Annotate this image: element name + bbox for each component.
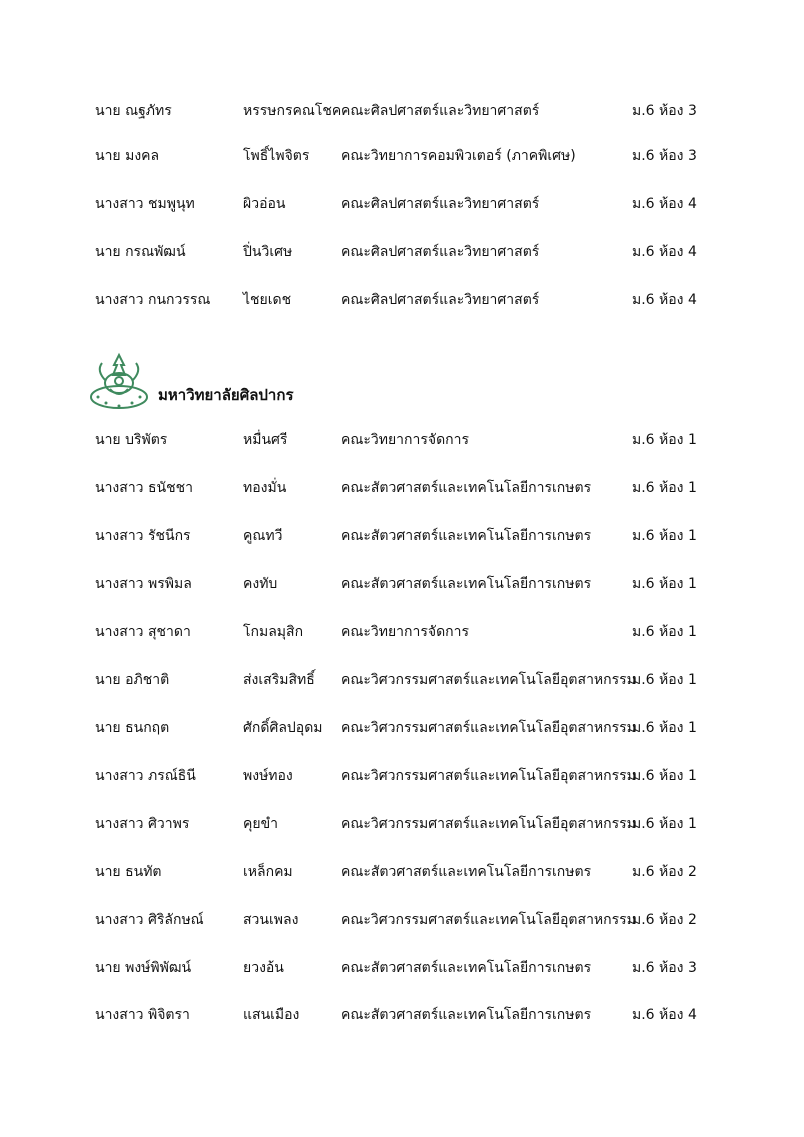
faculty: คณะศิลปศาสตร์และวิทยาศาสตร์ [341, 196, 540, 212]
student-surname: ผิวอ่อน [243, 196, 286, 212]
class-room: ม.6 ห้อง 2 [632, 912, 697, 928]
student-name: นางสาว สุชาดา [95, 624, 191, 640]
student-surname: โพธิ์ไพจิตร [243, 148, 310, 164]
list-item [0, 476, 804, 500]
student-name: นาย ณฐภัทร [95, 103, 172, 119]
student-name: นางสาว ธนัชชา [95, 480, 193, 496]
list-item [0, 240, 804, 264]
list-item [0, 620, 804, 644]
student-name: นาย มงคล [95, 148, 160, 164]
student-name: นาย บริพัตร [95, 432, 168, 448]
list-item [0, 812, 804, 836]
faculty: คณะสัตวศาสตร์และเทคโนโลยีการเกษตร [341, 480, 592, 496]
list-item [0, 144, 804, 168]
class-room: ม.6 ห้อง 1 [632, 768, 697, 784]
student-name: นาย ธนทัต [95, 864, 162, 880]
class-room: ม.6 ห้อง 1 [632, 816, 697, 832]
faculty: คณะสัตวศาสตร์และเทคโนโลยีการเกษตร [341, 528, 592, 544]
class-room: ม.6 ห้อง 4 [632, 1007, 697, 1023]
student-surname: สวนเพลง [243, 912, 299, 928]
list-item [0, 572, 804, 596]
student-name: นางสาว ศิวาพร [95, 816, 190, 832]
faculty: คณะวิทยาการจัดการ [341, 432, 470, 448]
student-name: นาย อภิชาติ [95, 672, 170, 688]
faculty: คณะวิศวกรรมศาสตร์และเทคโนโลยีอุตสาหกรรม [341, 720, 636, 736]
class-room: ม.6 ห้อง 1 [632, 576, 697, 592]
list-item [0, 99, 804, 123]
class-room: ม.6 ห้อง 1 [632, 528, 697, 544]
student-name: นางสาว พิจิตรา [95, 1007, 190, 1023]
student-name: นางสาว กนกวรรณ [95, 292, 211, 308]
student-name: นาย กรณพัฒน์ [95, 244, 186, 260]
student-surname: ทองมั่น [243, 480, 287, 496]
list-item [0, 1003, 804, 1027]
student-surname: หรรษกรคณโชค [243, 103, 342, 119]
faculty: คณะศิลปศาสตร์และวิทยาศาสตร์ [341, 292, 540, 308]
student-name: นางสาว ศิริลักษณ์ [95, 912, 204, 928]
faculty: คณะสัตวศาสตร์และเทคโนโลยีการเกษตร [341, 960, 592, 976]
list-item [0, 956, 804, 980]
university-section-header [84, 347, 484, 417]
class-room: ม.6 ห้อง 4 [632, 292, 697, 308]
list-item [0, 428, 804, 452]
class-room: ม.6 ห้อง 1 [632, 624, 697, 640]
list-item [0, 764, 804, 788]
class-room: ม.6 ห้อง 1 [632, 432, 697, 448]
class-room: ม.6 ห้อง 1 [632, 480, 697, 496]
student-surname: โกมลมุสิก [243, 624, 304, 640]
faculty: คณะสัตวศาสตร์และเทคโนโลยีการเกษตร [341, 1007, 592, 1023]
student-surname: ไชยเดช [243, 292, 292, 308]
list-item [0, 908, 804, 932]
student-surname: คุยขำ [243, 816, 278, 832]
list-item [0, 860, 804, 884]
student-surname: ศักดิ์ศิลปอุดม [243, 720, 323, 736]
faculty: คณะวิทยาการคอมพิวเตอร์ (ภาคพิเศษ) [341, 148, 576, 164]
class-room: ม.6 ห้อง 4 [632, 244, 697, 260]
list-item [0, 288, 804, 312]
faculty: คณะสัตวศาสตร์และเทคโนโลยีการเกษตร [341, 576, 592, 592]
class-room: ม.6 ห้อง 4 [632, 196, 697, 212]
student-name: นาย พงษ์พิพัฒน์ [95, 960, 192, 976]
student-surname: พงษ์ทอง [243, 768, 293, 784]
student-surname: หมื่นศรี [243, 432, 288, 448]
silpakorn-university-seal-icon [84, 347, 154, 417]
student-surname: คงทับ [243, 576, 278, 592]
student-name: นางสาว ภรณ์ธินี [95, 768, 196, 784]
university-title: มหาวิทยาลัยศิลปากร [158, 386, 294, 404]
faculty: คณะวิศวกรรมศาสตร์และเทคโนโลยีอุตสาหกรรม [341, 768, 636, 784]
student-name: นาย ธนกฤต [95, 720, 170, 736]
class-room: ม.6 ห้อง 1 [632, 720, 697, 736]
faculty: คณะวิศวกรรมศาสตร์และเทคโนโลยีอุตสาหกรรม [341, 912, 636, 928]
list-item [0, 524, 804, 548]
faculty: คณะวิศวกรรมศาสตร์และเทคโนโลยีอุตสาหกรรม [341, 672, 636, 688]
faculty: คณะวิศวกรรมศาสตร์และเทคโนโลยีอุตสาหกรรม [341, 816, 636, 832]
class-room: ม.6 ห้อง 3 [632, 103, 697, 119]
class-room: ม.6 ห้อง 3 [632, 148, 697, 164]
faculty: คณะสัตวศาสตร์และเทคโนโลยีการเกษตร [341, 864, 592, 880]
faculty: คณะศิลปศาสตร์และวิทยาศาสตร์ [341, 103, 540, 119]
student-name: นางสาว ชมพูนุท [95, 196, 195, 212]
list-item [0, 668, 804, 692]
student-name: นางสาว รัชนีกร [95, 528, 191, 544]
class-room: ม.6 ห้อง 2 [632, 864, 697, 880]
student-surname: คูณทวี [243, 528, 283, 544]
list-item [0, 192, 804, 216]
student-surname: แสนเมือง [243, 1007, 300, 1023]
student-surname: เหล็กคม [243, 864, 293, 880]
faculty: คณะศิลปศาสตร์และวิทยาศาสตร์ [341, 244, 540, 260]
faculty: คณะวิทยาการจัดการ [341, 624, 470, 640]
student-name: นางสาว พรพิมล [95, 576, 192, 592]
student-surname: ปิ่นวิเศษ [243, 244, 293, 260]
class-room: ม.6 ห้อง 3 [632, 960, 697, 976]
student-surname: ยวงอ้น [243, 960, 284, 976]
class-room: ม.6 ห้อง 1 [632, 672, 697, 688]
list-item [0, 716, 804, 740]
student-surname: ส่งเสริมสิทธิ์ [243, 672, 315, 688]
